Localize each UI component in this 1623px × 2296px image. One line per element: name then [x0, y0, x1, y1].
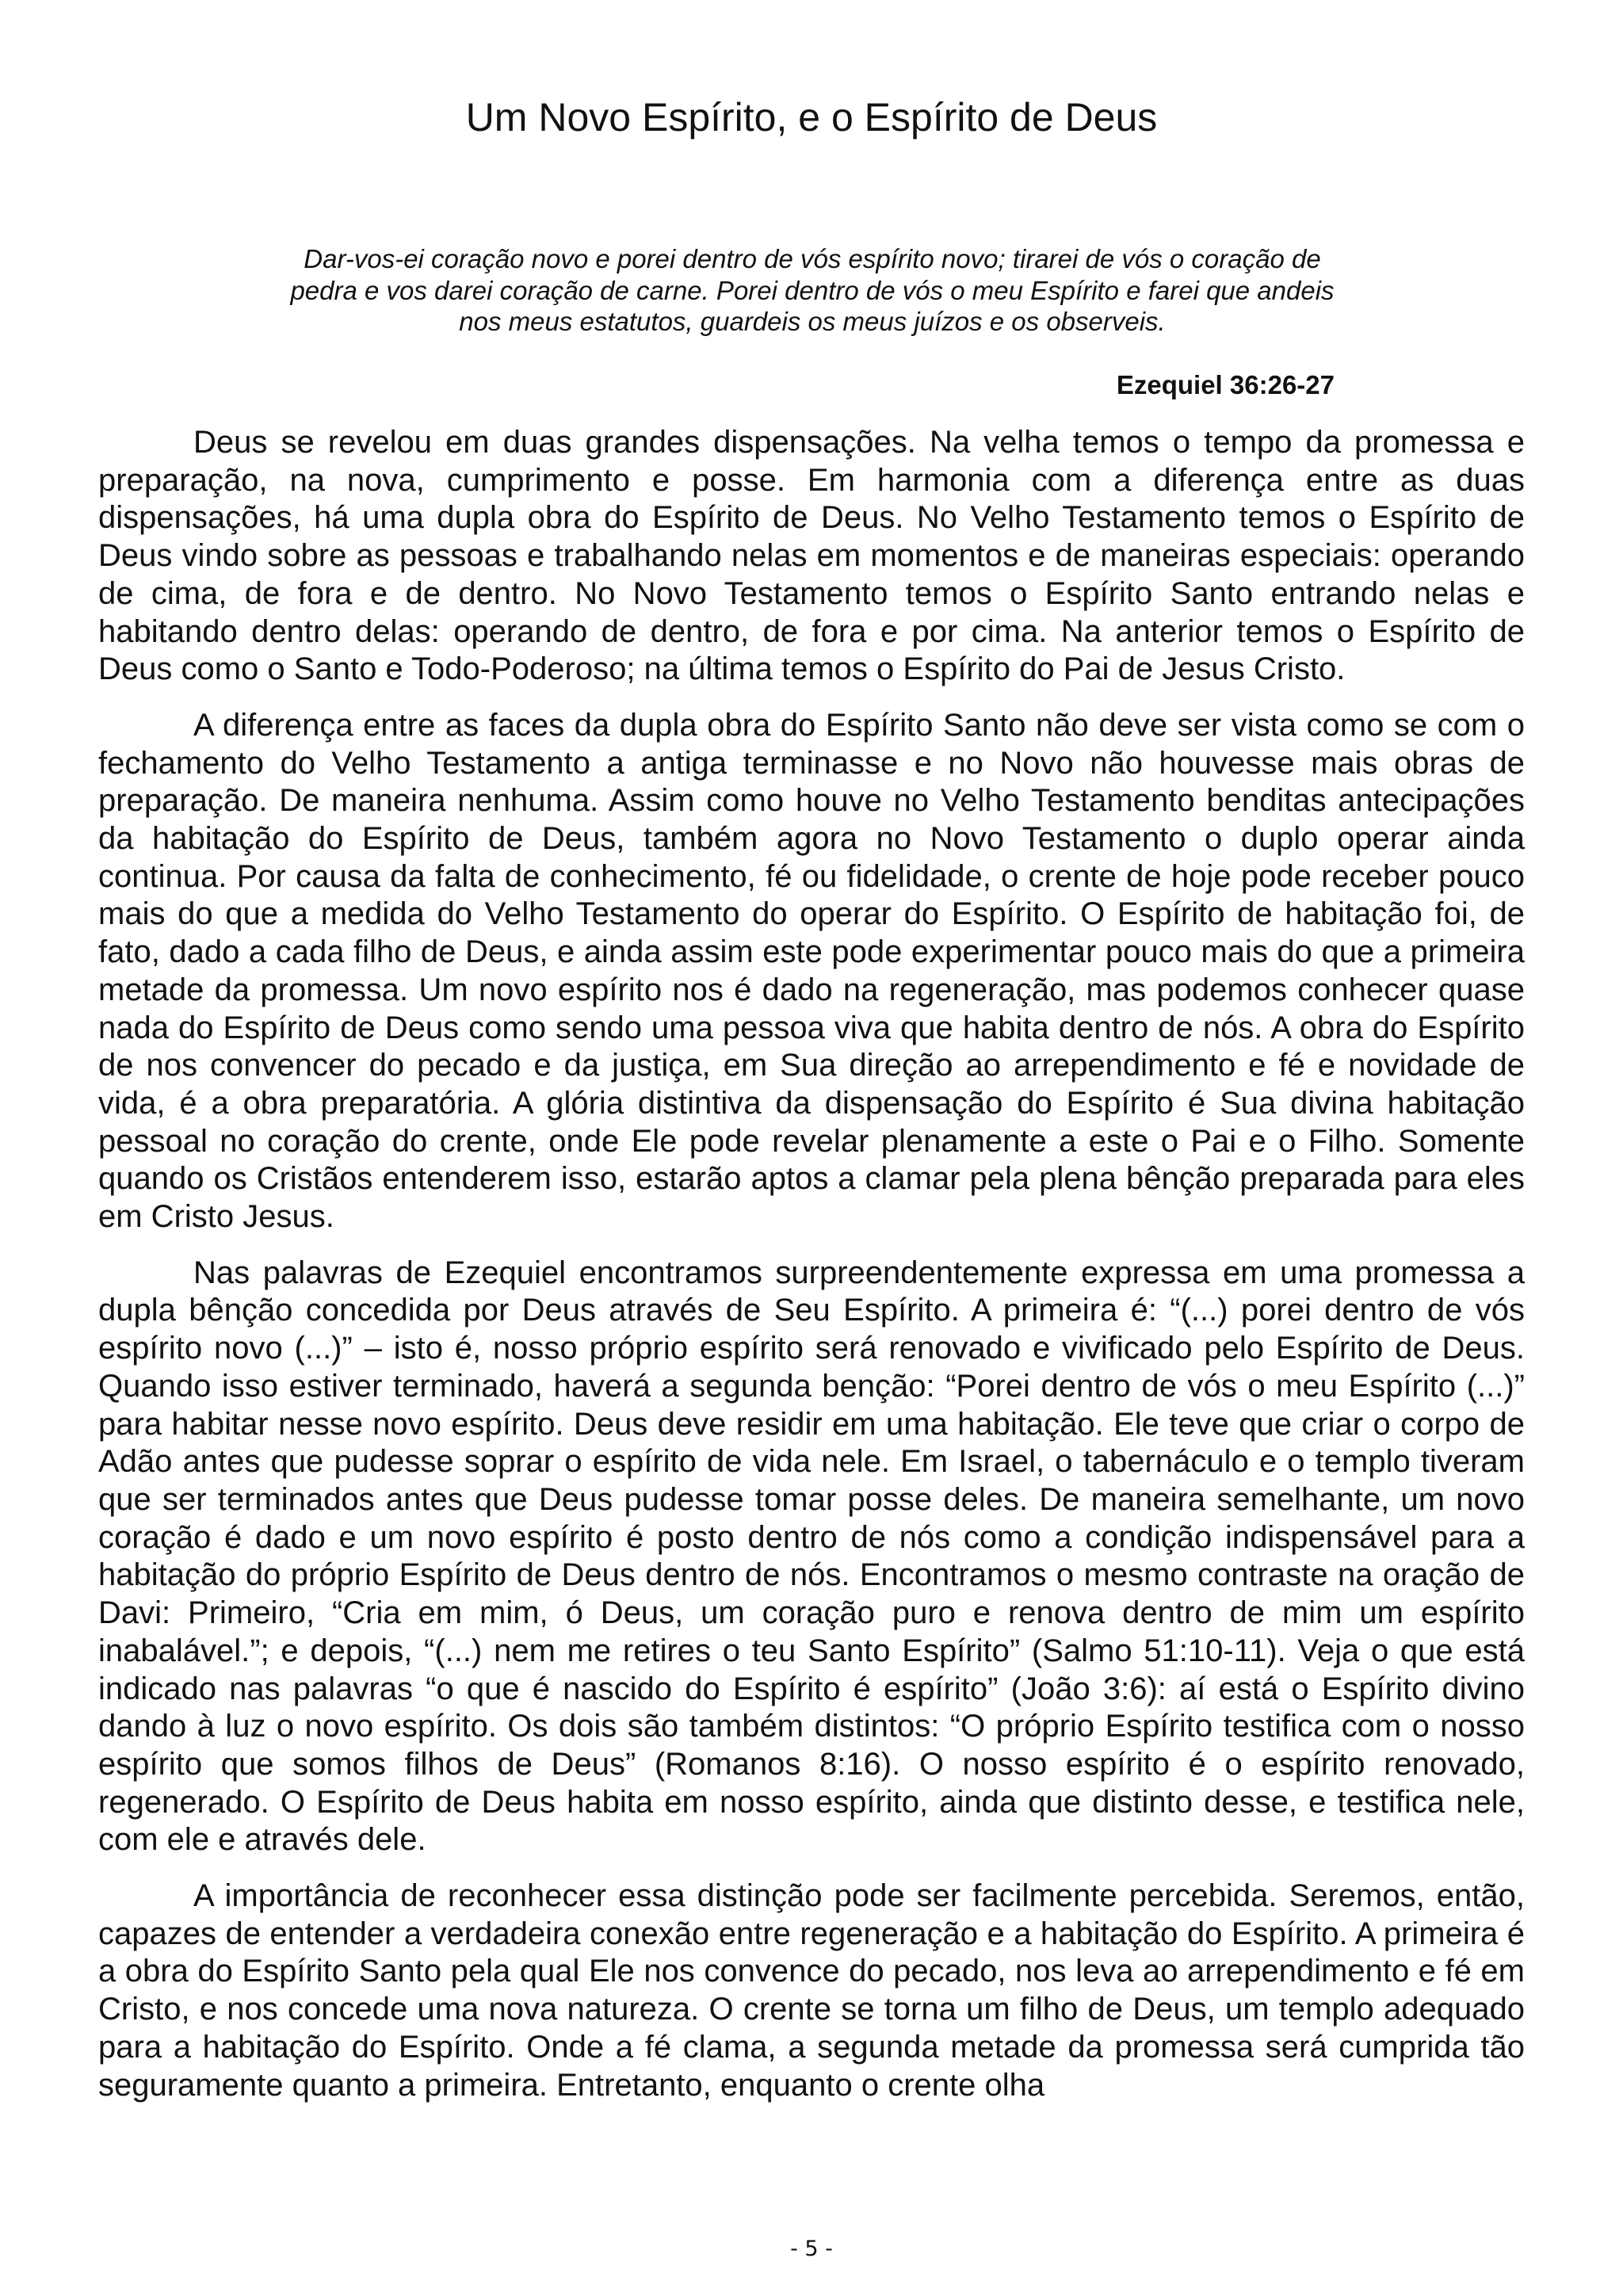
paragraph: A diferença entre as faces da dupla obra do Espírito Santo não deve ser vista como se com o fechamento do Velho Testamento a antiga terminasse e no Novo não houvesse mais obras de preparação. De maneira nenhuma. Assim como houve no Velho Testamento benditas antecipações da habitação do Espírito de Deus, também agora no Novo Testamento o duplo operar ainda continua. Por causa da falta de conhecimento, fé ou fidelidade, o crente de hoje pode receber pouco mais do que a medida do Velho Testamento do operar do Espírito. O Espírito de habitação foi, de fato, dado a cada filho de Deus, e ainda assim este pode experimentar pouco mais do que a primeira metade da promessa. Um novo espírito nos é dado na regeneração, mas podemos conhecer quase nada do Espírito de Deus como sendo uma pessoa viva que habita dentro de nós. A obra do Espírito de nos convencer do pecado e da justiça, em Sua direção ao arrependimento e fé e novidade de vida, é a obra preparatória. A glória distintiva da dispensação do Espírito é Sua divina habitação pessoal no coração do crente, onde Ele pode revelar plenamente a este o Pai e o Filho. Somente quando os Cristãos entenderem isso, estarão aptos a clamar pela plena bênção preparada para eles em Cristo Jesus. — [98, 707, 1525, 1235]
body-text — [98, 424, 1525, 2122]
paragraph: A importância de reconhecer essa distinção pode ser facilmente percebida. Seremos, então, capazes de entender a verdadeira conexão entre regeneração e a habitação do Espírito. A primeira é a obra do Espírito Santo pela qual Ele nos convence do pecado, nos leva ao arrependimento e fé em Cristo, e nos concede uma nova natureza. O crente se torna um filho de Deus, um templo adequado para a habitação do Espírito. Onde a fé clama, a segunda metade da promessa será cumprida tão seguramente quanto a primeira. Entretanto, enquanto o crente olha — [98, 1878, 1525, 2103]
page-number: - 5 - — [790, 2237, 833, 2261]
paragraph: Nas palavras de Ezequiel encontramos surpreendentemente expressa em uma promessa a dupla bênção concedida por Deus através de Seu Espírito. A primeira é: “(...) porei dentro de vós espírito novo (...)” – isto é, nosso próprio espírito será renovado e vivificado pelo Espírito de Deus. Quando isso estiver terminado, haverá a segunda benção: “Porei dentro de vós o meu Espírito (...)” para habitar nesse novo espírito. Deus deve residir em uma habitação. Ele teve que criar o corpo de Adão antes que pudesse soprar o espírito de vida nele. Em Israel, o tabernáculo e o templo tiveram que ser terminados antes que Deus pudesse tomar posse deles. De maneira semelhante, um novo coração é dado e um novo espírito é posto dentro de nós como a condição indispensável para a habitação do próprio Espírito de Deus dentro de nós. Encontramos o mesmo contraste na oração de Davi: Primeiro, “Cria em mim, ó Deus, um coração puro e renova dentro de mim um espírito inabalável.”; e depois, “(...) nem me retires o teu Santo Espírito” (Salmo 51:10-11). Veja o que está indicado nas palavras “o que é nascido do Espírito é espírito” (João 3:6): aí está o Espírito divino dando à luz o novo espírito. Os dois são também distintos: “O próprio Espírito testifica com o nosso espírito que somos filhos de Deus” (Romanos 8:16). O nosso espírito é o espírito renovado, regenerado. O Espírito de Deus habita em nosso espírito, ainda que distinto desse, e testifica nele, com ele e através dele. — [98, 1255, 1525, 1858]
paragraph: Deus se revelou em duas grandes dispensações. Na velha temos o tempo da promessa e preparação, na nova, cumprimento e posse. Em harmonia com a diferença entre as duas dispensações, há uma dupla obra do Espírito de Deus. No Velho Testamento temos o Espírito de Deus vindo sobre as pessoas e trabalhando nelas em momentos e de maneiras especiais: operando de cima, de fora e de dentro. No Novo Testamento temos o Espírito Santo entrando nelas e habitando dentro delas: operando de dentro, de fora e por cima. Na anterior temos o Espírito de Deus como o Santo e Todo-Poderoso; na última temos o Espírito do Pai de Jesus Cristo. — [98, 425, 1525, 687]
epigraph-quote: Dar-vos-ei coração novo e porei dentro de vós espírito novo; tirarei de vós o coração de pedra e vos darei coração de carne. Porei dentro de vós o meu Espírito e farei que andeis nos meus estatutos, guardeis os meus juízos e os observeis. — [290, 244, 1335, 336]
scripture-reference: Ezequiel 36:26-27 — [1116, 370, 1335, 399]
page-title: Um Novo Espírito, e o Espírito de Deus — [465, 95, 1158, 139]
